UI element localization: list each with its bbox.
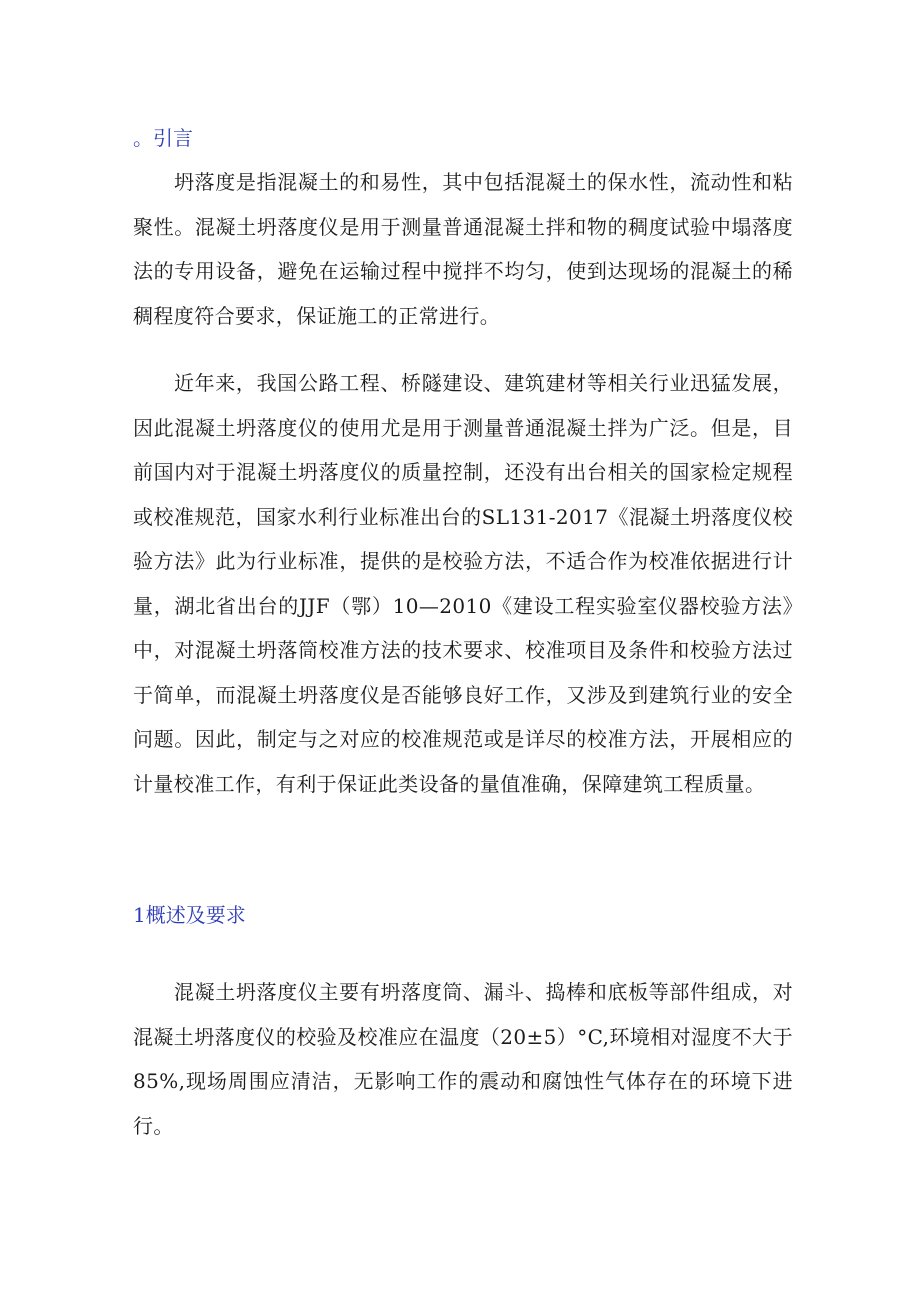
paragraph-components-and-conditions: 混凝土坍落度仪主要有坍落度筒、漏斗、捣棒和底板等部件组成，对混凝土坍落度仪的校验及校准应在温度（20±5）°C,环境相对湿度不大于85%,现场周围应清洁，无影响工作的震动和腐蚀性气体存在的环境下进行。 xyxy=(133,980,793,1138)
paragraph-industry-background: 近年来，我国公路工程、桥隧建设、建筑建材等相关行业迅猛发展，因此混凝土坍落度仪的使用尤是用于测量普通混凝土拌为广泛。但是，目前国内对于混凝土坍落度仪的质量控制，还没有出台相关的国家检定规程或校准规范，国家水利行业标准出台的SL131-2017《混凝土坍落度仪校验方法》此为行业标准，提供的是校验方法，不适合作为校准依据进行计量，湖北省出台的JJF（鄂）10—2010《建设工程实验室仪器校验方法》中，对混凝土坍落筒校准方法的技术要求、校准项目及条件和校验方法过于简单，而混凝土坍落度仪是否能够良好工作，又涉及到建筑行业的安全问题。因此，制定与之对应的校准规范或是详尽的校准方法，开展相应的计量校准工作，有利于保证此类设备的量值准确，保障建筑工程质量。 xyxy=(133,371,793,796)
section-heading-introduction: 。引言 xyxy=(133,126,193,150)
section-heading-overview: 1概述及要求 xyxy=(133,903,246,927)
paragraph-slump-definition: 坍落度是指混凝土的和易性，其中包括混凝土的保水性，流动性和粘聚性。混凝土坍落度仪是用于测量普通混凝土拌和物的稠度试验中塌落度法的专用设备，避免在运输过程中搅拌不均匀，使到达现场的混凝土的稀稠程度符合要求，保证施工的正常进行。 xyxy=(133,170,793,328)
